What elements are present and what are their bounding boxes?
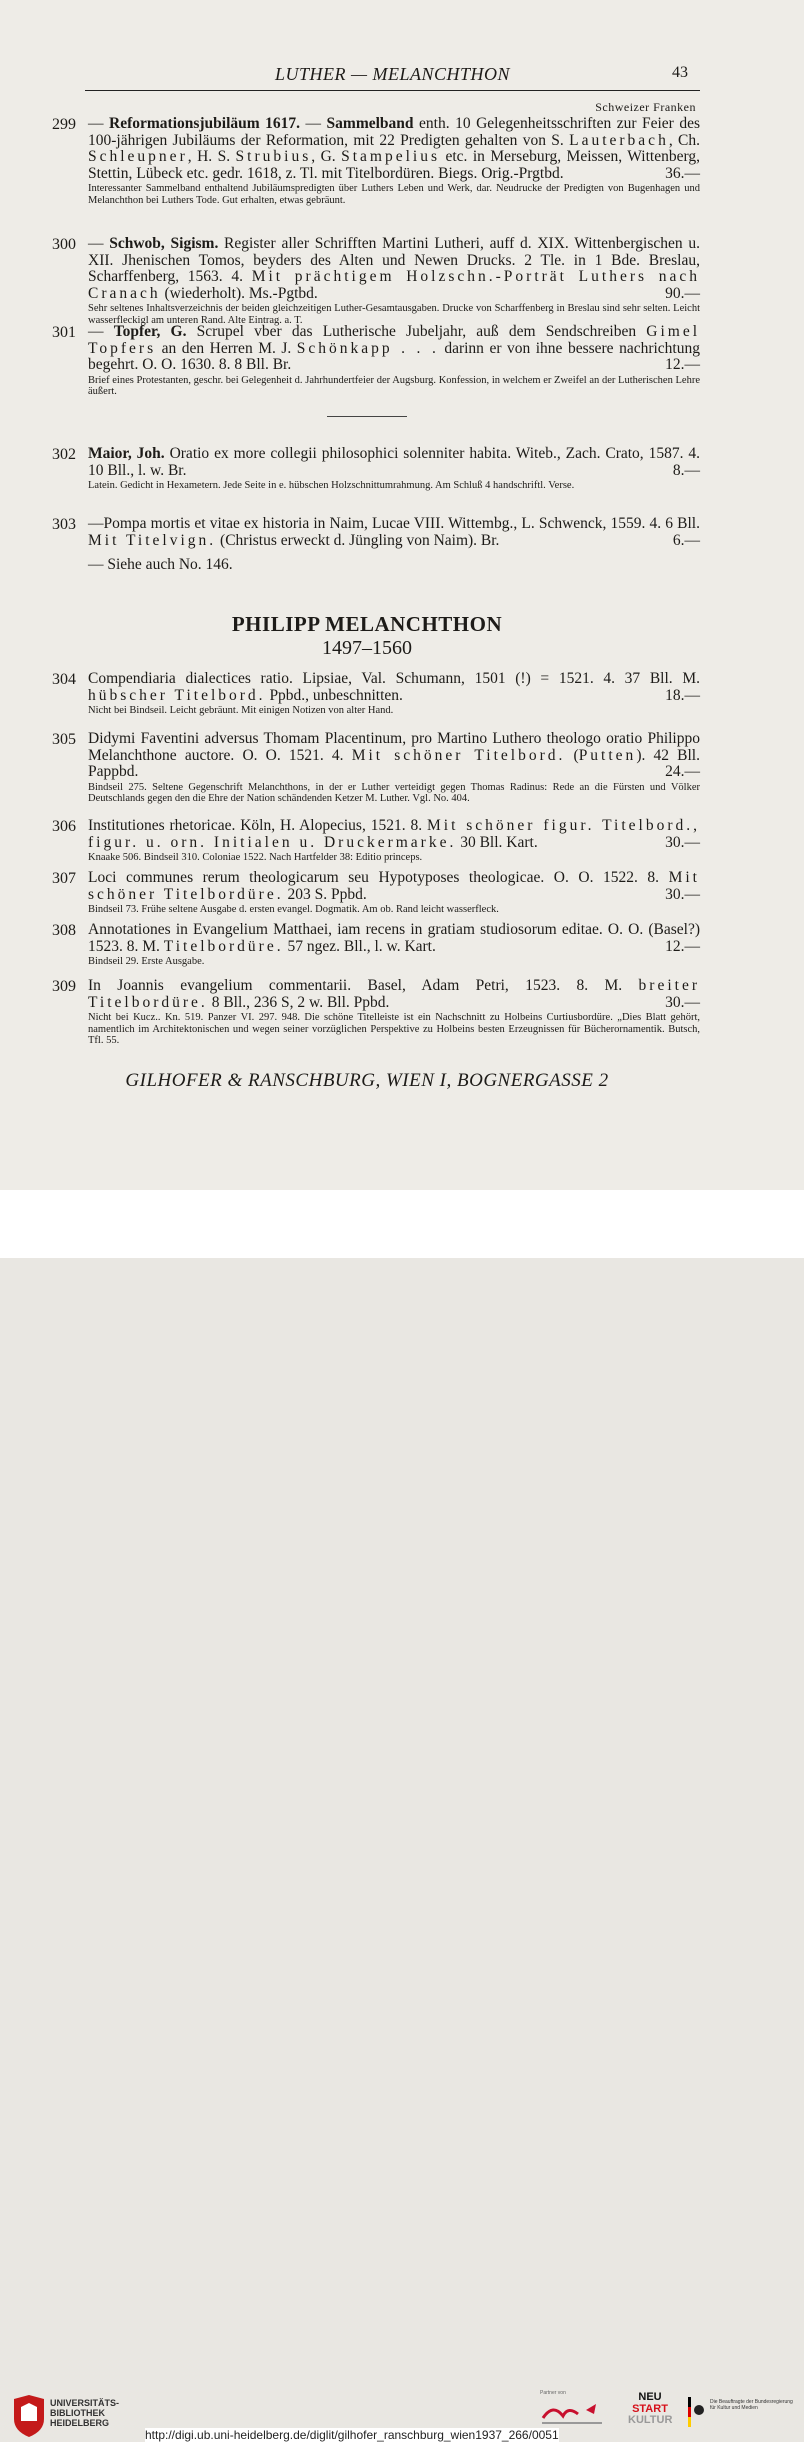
entry-price: 18.— bbox=[665, 686, 700, 704]
entry-number: 304 bbox=[52, 671, 76, 688]
entry-description: Maior, Joh. Oratio ex more collegii philosophici solenniter habita. Witeb., Zach. Crato, 1587. 4. 10 Bll., l. w. Br. 8.— bbox=[88, 445, 700, 479]
entry-number: 305 bbox=[52, 731, 76, 748]
entry-description: —Pompa mortis et vitae ex historia in Naim, Lucae VIII. Wittembg., L. Schwenck, 1559. 4. 6 Bll. Mit Titelvign. (Christus erweckt d. Jüngling von Naim). Br. 6.— bbox=[88, 515, 700, 549]
entry-description: Loci communes rerum theologicarum seu Hypotyposes theologicae. O. O. 1522. 8. Mit schöner Titelbordüre. 203 S. Ppbd. 30.— bbox=[88, 869, 700, 903]
running-header bbox=[85, 60, 700, 91]
entry-price: 30.— bbox=[665, 993, 700, 1011]
entry-note: Nicht bei Bindseil. Leicht gebräunt. Mit einigen Notizen von alter Hand. bbox=[88, 705, 394, 716]
entry-description: Didymi Faventini adversus Thomam Placentinum, pro Martino Luthero theologo oratio Philippo Melanchthone auctore. O. O. 1521. 4. Mit schöner Titelbord. (Putten). 42 Bll. Pappbd. 24.— bbox=[88, 730, 700, 780]
page-title: LUTHER — MELANCHTHON bbox=[274, 64, 511, 84]
entry-price: 6.— bbox=[672, 531, 700, 549]
catalog-entry bbox=[52, 731, 700, 805]
catalog-entry bbox=[52, 818, 700, 864]
partner-logo-icon bbox=[538, 2398, 618, 2428]
entry-price: 8.— bbox=[672, 461, 700, 479]
entry-price: 36.— bbox=[665, 164, 700, 182]
page-url[interactable]: http://digi.ub.uni-heidelberg.de/diglit/gilhofer_ranschburg_wien1937_266/0051 bbox=[145, 2428, 559, 2442]
catalog-entry bbox=[52, 324, 700, 398]
entry-description: Annotationes in Evangelium Matthaei, iam recens in gratiam studiosorum editae. O. O. (Basel?) 1523. 8. M. Titelbordüre. 57 ngez. Bll., l. w. Kart. 12.— bbox=[88, 921, 700, 955]
entry-price: 12.— bbox=[665, 356, 700, 373]
entry-price: 90.— bbox=[665, 284, 700, 302]
entry-description: In Joannis evangelium commentarii. Basel, Adam Petri, 1523. 8. M. breiter Titelbordüre. 8 Bll., 236 S, 2 w. Bll. Ppbd. 30.— bbox=[88, 977, 700, 1011]
catalog-entry bbox=[52, 516, 700, 549]
entry-number: 299 bbox=[52, 116, 76, 133]
catalog-entry bbox=[52, 671, 700, 717]
entry-description: — Schwob, Sigism. Register aller Schrifften Martini Lutheri, auff d. XIX. Wittenbergischen u. XII. Jhenischen Tomos, beyders des Alten und Newen Drucks. 2 Tle. in 1 Bde. Breslau, Scharffenberg, 1563. 4. Mit prächtigem Holzschn.-Porträt Luthers nach Cranach (wiederholt). Ms.-Pgtbd. 90.— bbox=[88, 235, 700, 302]
section-years: 1497–1560 bbox=[322, 637, 412, 659]
catalog-page bbox=[0, 0, 804, 1190]
entry-note: Interessanter Sammelband enthaltend Jubiläumspredigten über Luthers Leben und Werk, dar. Neudrucke der Predigten von Bugenhagen und Melanchthon bei Luthers Tode. Gut erhalten, etwas gebräunt. bbox=[88, 183, 700, 206]
entry-number: 301 bbox=[52, 324, 76, 341]
catalog-entry bbox=[52, 236, 700, 326]
partner-label: Partner von bbox=[540, 2390, 566, 2396]
entry-number: 306 bbox=[52, 818, 76, 835]
see-also: — Siehe auch No. 146. bbox=[88, 556, 233, 573]
catalog-entry bbox=[52, 870, 700, 916]
federal-eagle-icon bbox=[688, 2397, 704, 2427]
catalog-entry bbox=[52, 116, 700, 206]
neustart-kultur-logo: NEU START KULTUR bbox=[628, 2391, 673, 2426]
entry-price: 12.— bbox=[665, 937, 700, 955]
entry-description: — Topfer, G. Scrupel vber das Lutherische Jubeljahr, auß dem Sendschreiben Gimel Topfers an den Herren M. J. Schönkapp . . . darinn er von ihne bessere nachrichtung begehrt. O. O. 1630. 8. 8 Bll. Br. 12.— bbox=[88, 323, 701, 373]
catalog-entry bbox=[52, 922, 700, 968]
entry-note: Brief eines Protestanten, geschr. bei Gelegenheit d. Jahrhundertfeier der Augsburg. Konfession, in welchem er Zweifel an der Lutherischen Lehre äußert. bbox=[88, 374, 700, 397]
entry-description: — Reformationsjubiläum 1617. — Sammelband enth. 10 Gelegenheitsschriften zur Feier des 100-jährigen Jubiläums der Reformation, mit 22 Predigten gehalten von S. Lauterbach, Ch. Schleupner, H. S. Strubius, G. Stampelius etc. in Merseburg, Meissen, Wittenberg, Stettin, Lübeck etc. gedr. 1618, z. Tl. mit Titelbordüren. Biegs. Orig.-Prgtbd. 36.— bbox=[88, 115, 700, 182]
entry-note: Nicht bei Kucz.. Kn. 519. Panzer VI. 297. 948. Die schöne Titelleiste ist ein Nachschnitt zu Holbeins Curtiusbordüre. „Dies Blatt gehört, namentlich im Architektonischen und wegen seiner vorzüglichen Perspektive zu Holbeins besten Erzeugnissen für Bücherornamentik. Butsch, Tfl. 55. bbox=[88, 1012, 700, 1046]
entry-price: 24.— bbox=[665, 763, 700, 780]
entry-number: 302 bbox=[52, 446, 76, 463]
entry-price: 30.— bbox=[665, 885, 700, 903]
catalog-entry bbox=[52, 446, 700, 492]
viewer-bottom-bar bbox=[0, 1190, 804, 2442]
entry-note: Bindseil 29. Erste Ausgabe. bbox=[88, 956, 205, 967]
university-name: UNIVERSITÄTS- BIBLIOTHEK HEIDELBERG bbox=[50, 2398, 120, 2428]
university-seal-icon bbox=[12, 2395, 46, 2437]
publisher-footer: GILHOFER & RANSCHBURG, WIEN I, BOGNERGASSE 2 bbox=[125, 1070, 609, 1091]
entry-description: Institutiones rhetoricae. Köln, H. Alopecius, 1521. 8. Mit schöner figur. Titelbord., figur. u. orn. Initialen u. Druckermarke. 30 Bll. Kart. 30.— bbox=[88, 817, 700, 851]
bkm-logo: Die Beauftragte der Bundesregierung für Kultur und Medien bbox=[688, 2395, 798, 2435]
entry-number: 309 bbox=[52, 978, 76, 995]
catalog-entry bbox=[52, 978, 700, 1047]
page-number: 43 bbox=[672, 64, 688, 81]
entry-note: Latein. Gedicht in Hexametern. Jede Seite in e. hübschen Holzschnittumrahmung. Am Schluß 4 handschriftl. Verse. bbox=[88, 480, 575, 491]
entry-description: Compendiaria dialectices ratio. Lipsiae, Val. Schumann, 1501 (!) = 1521. 4. 37 Bll. M. hübscher Titelbord. Ppbd., unbeschnitten. 18.— bbox=[88, 670, 700, 704]
entry-note: Sehr seltenes Inhaltsverzeichnis der beiden gleichzeitigen Luther-Gesamtausgaben. Drucke von Scharffenberg in Breslau sind sehr selten. Leicht wasserfleckigl am unteren Rand. Alte Eintrag. a. T. bbox=[88, 303, 700, 326]
entry-note: Bindseil 73. Frühe seltene Ausgabe d. ersten evangel. Dogmatik. Am ob. Rand leicht wasserfleck. bbox=[88, 904, 499, 915]
entry-note: Bindseil 275. Seltene Gegenschrift Melanchthons, in der er Luther verteidigt gegen Thomas Radinus: Rede an die Fürsten und Völker Deutschlands gegen den die Ehre der Nation schändenden Ketzer M. Luther. Vgl. No. 404. bbox=[88, 781, 700, 804]
entry-note: Knaake 506. Bindseil 310. Coloniae 1522. Nach Hartfelder 38: Editio princeps. bbox=[88, 852, 423, 863]
currency-note: Schweizer Franken bbox=[595, 100, 696, 114]
section-title: PHILIPP MELANCHTHON bbox=[231, 612, 503, 636]
section-divider bbox=[327, 416, 407, 417]
entry-price: 30.— bbox=[665, 833, 700, 851]
entry-number: 307 bbox=[52, 870, 76, 887]
entry-number: 300 bbox=[52, 236, 76, 253]
entry-number: 308 bbox=[52, 922, 76, 939]
entry-number: 303 bbox=[52, 516, 76, 533]
